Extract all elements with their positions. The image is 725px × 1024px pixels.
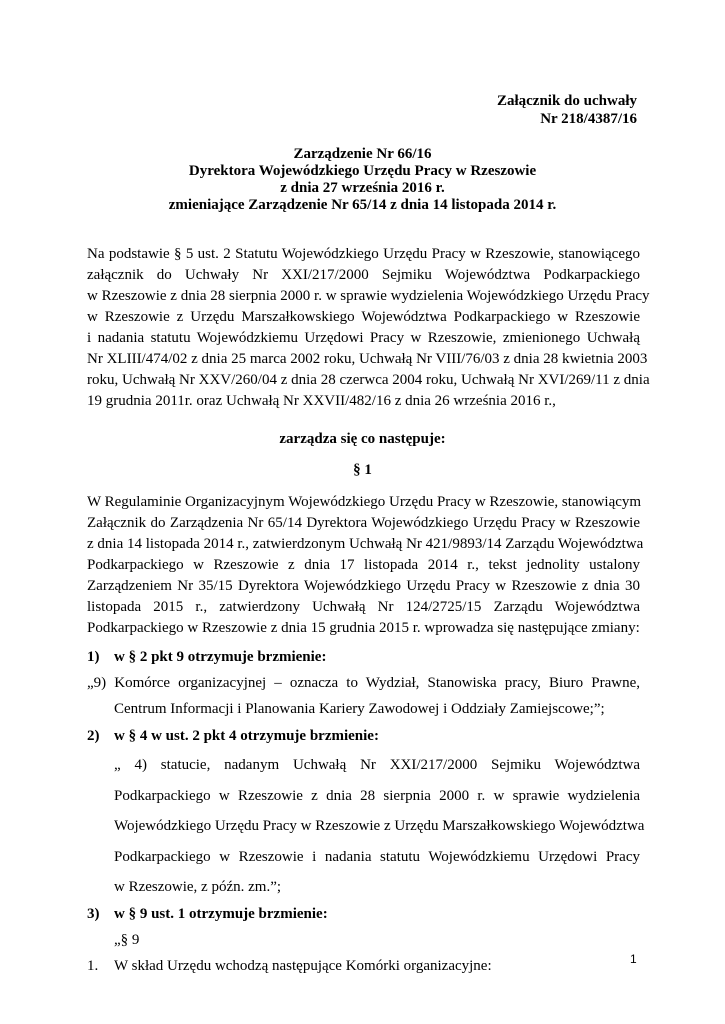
preamble-line: w Rzeszowie z Urzędu Marszałkowskiego Województwa Podkarpackiego w Rzeszowie xyxy=(87,309,640,325)
preamble-line: Nr XLIII/474/02 z dnia 25 marca 2002 roku, Uchwałą Nr VIII/76/03 z dnia 28 kwietnia 2003 xyxy=(87,351,648,367)
attachment-resolution-number: Nr 218/4387/16 xyxy=(540,111,637,127)
item-3-number: 3) xyxy=(87,906,100,922)
preamble-line: roku, Uchwałą Nr XXV/260/04 z dnia 28 czerwca 2004 roku, Uchwałą Nr XVI/269/11 z dnia xyxy=(87,372,650,388)
section-1-line: z dnia 14 listopada 2014 r., zatwierdzonym Uchwałą Nr 421/9893/14 Zarządu Województwa xyxy=(87,536,644,552)
section-1-line: W Regulaminie Organizacyjnym Wojewódzkiego Urzędu Pracy w Rzeszowie, stanowiącym xyxy=(87,494,642,510)
page-number: 1 xyxy=(630,952,637,966)
section-1-line: Załącznik do Zarządzenia Nr 65/14 Dyrektora Wojewódzkiego Urzędu Pracy w Rzeszowie xyxy=(87,515,640,531)
preamble-line: Na podstawie § 5 ust. 2 Statutu Wojewódzkiego Urzędu Pracy w Rzeszowie, stanowiącego xyxy=(87,246,640,262)
item-2-text: Podkarpackiego w Rzeszowie z dnia 28 sierpnia 2000 r. w sprawie wydzielenia xyxy=(114,788,640,804)
attachment-label: Załącznik do uchwały xyxy=(496,93,637,109)
item-2-text: Wojewódzkiego Urzędu Pracy w Rzeszowie z Urzędu Marszałkowskiego Województwa xyxy=(114,818,645,834)
decree-heading: zarządza się co następuje: xyxy=(279,431,446,447)
decree-subject: zmieniające Zarządzenie Nr 65/14 z dnia 14 listopada 2014 r. xyxy=(168,197,557,213)
item-3-sub-text: W skład Urzędu wchodzą następujące Komórki organizacyjne: xyxy=(114,958,492,974)
item-1-text: „9) Komórce organizacyjnej – oznacza to Wydział, Stanowiska pracy, Biuro Prawne, xyxy=(87,675,640,691)
section-1-heading: § 1 xyxy=(353,462,372,478)
item-2-text: „ 4) statucie, nadanym Uchwałą Nr XXI/217/2000 Sejmiku Województwa xyxy=(114,757,640,773)
item-2-text: Podkarpackiego w Rzeszowie i nadania statutu Wojewódzkiemu Urzędowi Pracy xyxy=(114,849,640,865)
item-3-heading: w § 9 ust. 1 otrzymuje brzmienie: xyxy=(114,906,328,922)
item-1-heading: w § 2 pkt 9 otrzymuje brzmienie: xyxy=(114,649,327,665)
section-1-line: Zarządzeniem Nr 35/15 Dyrektora Wojewódzkiego Urzędu Pracy w Rzeszowie z dnia 30 xyxy=(87,578,640,594)
preamble-line: 19 grudnia 2011r. oraz Uchwałą Nr XXVII/482/16 z dnia 26 września 2016 r., xyxy=(87,393,556,409)
preamble-line: załącznik do Uchwały Nr XXI/217/2000 Sejmiku Województwa Podkarpackiego xyxy=(87,267,640,283)
item-2-number: 2) xyxy=(87,728,100,744)
item-1-number: 1) xyxy=(87,649,100,665)
section-1-line: listopada 2015 r., zatwierdzony Uchwałą Nr 124/2725/15 Zarządu Województwa xyxy=(87,599,640,615)
item-2-heading: w § 4 w ust. 2 pkt 4 otrzymuje brzmienie: xyxy=(114,728,379,744)
item-2-text: w Rzeszowie, z późn. zm.”; xyxy=(114,879,282,895)
section-1-line: Podkarpackiego w Rzeszowie z dnia 15 grudnia 2015 r. wprowadza się następujące zmiany: xyxy=(87,620,640,636)
section-1-line: Podkarpackiego w Rzeszowie z dnia 17 listopada 2014 r., tekst jednolity ustalony xyxy=(87,557,640,573)
item-1-text: Centrum Informacji i Planowania Kariery Zawodowej i Oddziały Zamiejscowe;”; xyxy=(114,701,605,717)
preamble-line: i nadania statutu Wojewódzkiemu Urzędowi Pracy w Rzeszowie, zmienionego Uchwałą xyxy=(87,330,640,346)
item-3-sub-number: 1. xyxy=(87,958,99,974)
preamble-line: w Rzeszowie z dnia 28 sierpnia 2000 r. w sprawie wydzielenia Wojewódzkiego Urzędu Pracy xyxy=(87,288,650,304)
decree-number: Zarządzenie Nr 66/16 xyxy=(293,146,432,162)
decree-issuer: Dyrektora Wojewódzkiego Urzędu Pracy w Rzeszowie xyxy=(188,163,537,179)
item-3-quote: „§ 9 xyxy=(114,932,140,948)
decree-date: z dnia 27 września 2016 r. xyxy=(280,180,445,196)
